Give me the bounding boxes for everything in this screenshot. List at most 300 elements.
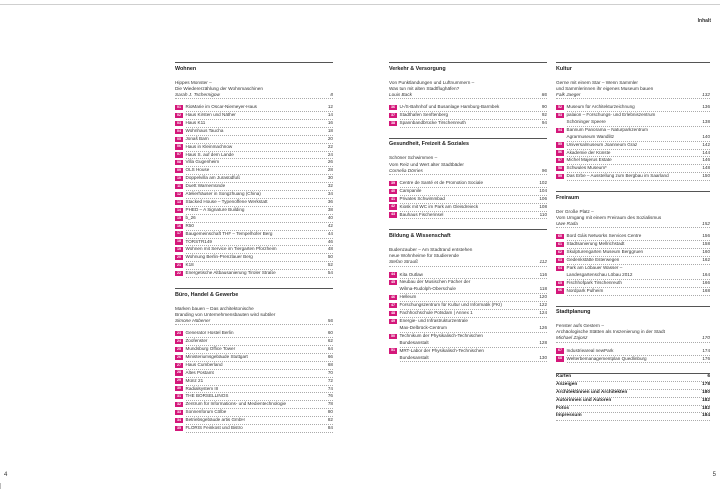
entry-text bbox=[400, 348, 548, 363]
entry-text bbox=[567, 150, 711, 158]
entry-number-badge: 26 bbox=[177, 354, 181, 359]
entry-line bbox=[186, 144, 334, 151]
toc-entry[interactable] bbox=[389, 294, 547, 302]
intro-author: Louis Back bbox=[389, 91, 412, 97]
section-intro[interactable] bbox=[556, 323, 710, 343]
section-intro[interactable] bbox=[389, 247, 547, 267]
entry-line bbox=[186, 239, 334, 246]
entry-title: Industrieareal newPark bbox=[566, 347, 614, 353]
entry-page: 66 bbox=[327, 353, 333, 359]
toc-entry[interactable] bbox=[175, 409, 333, 417]
toc-entry[interactable] bbox=[175, 199, 333, 207]
entry-title: RioMarie im Oscar-Niemeyer-Haus bbox=[185, 104, 257, 110]
entry-number-badge: 33 bbox=[177, 410, 181, 415]
intro-line: Was tun mit alten Stadtflughäfen? bbox=[389, 85, 460, 91]
intro-page: 86 bbox=[541, 91, 547, 97]
index-page: 6 bbox=[707, 374, 710, 380]
entry-number-badge: 58 bbox=[558, 166, 562, 171]
entry-number-badge: 67 bbox=[558, 348, 562, 353]
entry-title: Atelierhäuser in Songzhuang (China) bbox=[185, 191, 261, 197]
toc-section bbox=[556, 191, 710, 295]
section-title: Kultur bbox=[556, 62, 710, 72]
entry-title: Welterbemanagementplan Quedlinburg bbox=[566, 355, 647, 361]
index-page: 180 bbox=[701, 390, 710, 396]
index-label: Impressum bbox=[556, 413, 582, 419]
entry-text bbox=[400, 180, 548, 188]
intro-line: Vom Umgang mit einem Freiraum des Sozialismus bbox=[556, 214, 662, 220]
entry-number-badge: 08 bbox=[177, 160, 181, 165]
entry-line bbox=[400, 340, 548, 347]
entry-text bbox=[186, 378, 334, 386]
entry-title: MRT-Labor der Physikalisch-Technischen bbox=[399, 347, 484, 353]
entry-page: 102 bbox=[539, 179, 547, 185]
toc-entry[interactable] bbox=[556, 165, 710, 173]
entry-title: Gedenkstätte Esterwegen bbox=[566, 257, 620, 262]
entry-title: Stadthafen Senftenberg bbox=[399, 112, 449, 118]
entry-line bbox=[567, 112, 711, 119]
entry-title: Wilma-Rudolph-Oberschule bbox=[399, 286, 456, 292]
entry-text bbox=[186, 425, 334, 433]
entry-title: Nordpark Pulheim bbox=[566, 287, 604, 293]
toc-entry[interactable] bbox=[389, 188, 547, 196]
index-row[interactable] bbox=[556, 382, 710, 390]
entry-line bbox=[567, 104, 711, 111]
entry-title: Max-Delbrück-Centrum bbox=[399, 324, 447, 330]
entry-page: 14 bbox=[327, 112, 333, 118]
entry-title: Stacked House – Typenoffene Werkstatt bbox=[185, 198, 268, 204]
entry-number-badge: 07 bbox=[177, 152, 181, 157]
toc-entry[interactable] bbox=[175, 378, 333, 386]
entry-number-badge: 37 bbox=[391, 112, 395, 117]
entry-title: Kiosk mit WC im Park am Gleisdreieck bbox=[399, 203, 479, 209]
toc-entry[interactable] bbox=[556, 150, 710, 158]
entry-number-badge: 19 bbox=[177, 247, 181, 252]
intro-author-row bbox=[556, 335, 710, 342]
entry-text bbox=[186, 239, 334, 247]
entry-number-badge: 32 bbox=[177, 402, 181, 407]
entry-page: 130 bbox=[539, 354, 547, 360]
entry-title: Generator Hostel Berlin bbox=[185, 330, 234, 336]
toc-entry[interactable] bbox=[175, 175, 333, 183]
entry-title: Doppelvilla am Jurasüdfuß bbox=[185, 175, 240, 181]
entry-title: THE BORSELLINOS bbox=[185, 393, 229, 399]
toc-entry[interactable] bbox=[556, 241, 710, 249]
entry-line bbox=[567, 241, 711, 248]
toc-entry[interactable] bbox=[389, 196, 547, 204]
entry-title: PHED – A Signature Building bbox=[185, 206, 245, 212]
entry-page: 124 bbox=[539, 310, 547, 316]
toc-entry[interactable] bbox=[389, 204, 547, 212]
toc-entry[interactable] bbox=[175, 246, 333, 254]
toc-entry[interactable] bbox=[556, 257, 710, 265]
index-row[interactable] bbox=[556, 373, 710, 382]
section-intro[interactable] bbox=[389, 80, 547, 100]
entry-title: Haus K11 bbox=[185, 119, 206, 125]
entry-line bbox=[400, 212, 548, 219]
toc-entry[interactable] bbox=[175, 128, 333, 136]
entry-text bbox=[186, 362, 334, 370]
entry-line bbox=[400, 180, 548, 187]
toc-entry[interactable] bbox=[556, 173, 710, 181]
entry-line bbox=[567, 257, 711, 264]
index-row[interactable] bbox=[556, 413, 710, 421]
entry-page: 54 bbox=[327, 270, 333, 276]
entry-text bbox=[400, 279, 548, 294]
intro-author-row bbox=[175, 92, 333, 99]
toc-entry[interactable] bbox=[175, 386, 333, 394]
intro-line: Marken bauen – Das architektonische bbox=[175, 305, 254, 311]
entry-page: 174 bbox=[702, 347, 710, 353]
entry-page: 18 bbox=[327, 127, 333, 133]
toc-entry[interactable] bbox=[175, 215, 333, 223]
entry-text bbox=[400, 112, 548, 120]
toc-entry[interactable] bbox=[556, 233, 710, 241]
entry-line bbox=[186, 191, 334, 198]
entry-number-badge: 04 bbox=[177, 128, 181, 133]
entry-number-badge: 68 bbox=[558, 356, 562, 361]
column-3 bbox=[556, 62, 710, 421]
entry-text bbox=[186, 199, 334, 207]
entry-text bbox=[186, 175, 334, 183]
entry-line bbox=[186, 167, 334, 174]
intro-author-row bbox=[389, 168, 547, 175]
entry-title: Energie- und Infrastrukturzentrale bbox=[399, 318, 468, 324]
entry-text bbox=[567, 249, 711, 257]
entry-title: Akademie der Künste bbox=[566, 149, 611, 155]
toc-entry[interactable] bbox=[389, 302, 547, 310]
toc-entry[interactable] bbox=[389, 310, 547, 318]
section-intro[interactable] bbox=[175, 306, 333, 326]
toc-entry[interactable] bbox=[175, 338, 333, 346]
toc-entry[interactable] bbox=[175, 207, 333, 215]
toc-entry[interactable] bbox=[175, 120, 333, 128]
section-title: Gesundheit, Freizeit & Soziales bbox=[389, 138, 547, 148]
entry-title: Centre de Santé et de Promotion Sociale bbox=[399, 179, 484, 185]
entry-number-badge: 47 bbox=[391, 303, 395, 307]
entry-line bbox=[186, 354, 334, 361]
index-row[interactable] bbox=[556, 390, 710, 398]
toc-entry[interactable] bbox=[556, 348, 710, 356]
entry-text bbox=[400, 104, 548, 112]
intro-line: Der Große Platz – bbox=[556, 208, 594, 214]
entry-title: OLS House bbox=[185, 167, 210, 173]
margin-tick bbox=[0, 483, 1, 489]
intro-author-row bbox=[556, 92, 710, 99]
entry-number-badge: 24 bbox=[177, 338, 181, 343]
entry-page: 148 bbox=[702, 165, 710, 171]
entry-title: Neubau der Musischen Fächer der bbox=[399, 279, 471, 285]
entry-text bbox=[186, 144, 334, 152]
section-intro[interactable] bbox=[389, 155, 547, 175]
entry-page: 142 bbox=[702, 141, 710, 147]
toc-entry[interactable] bbox=[175, 144, 333, 152]
entry-title: Schöninger Speere bbox=[566, 118, 606, 124]
entry-line bbox=[400, 302, 548, 309]
toc-entry[interactable] bbox=[175, 112, 333, 120]
entry-page: 82 bbox=[327, 417, 333, 423]
toc-entry[interactable] bbox=[175, 370, 333, 378]
entry-line bbox=[400, 318, 548, 325]
toc-entry[interactable] bbox=[175, 362, 333, 370]
entry-line bbox=[186, 175, 334, 182]
toc-entry[interactable] bbox=[389, 272, 547, 280]
entry-title: b_26 bbox=[185, 214, 196, 220]
entry-page: 36 bbox=[327, 198, 333, 204]
intro-line: Fenster aufs Gestern – bbox=[556, 323, 604, 329]
toc-entry[interactable] bbox=[556, 127, 710, 142]
entry-page: 94 bbox=[541, 119, 547, 125]
entry-text bbox=[567, 142, 711, 150]
entry-title: Das Erbe – Ausstellung zum Bergbau im Saarland bbox=[566, 173, 669, 179]
entry-page: 162 bbox=[702, 257, 710, 262]
toc-entry[interactable] bbox=[175, 239, 333, 247]
entry-number-badge: 38 bbox=[391, 120, 395, 125]
entry-page: 80 bbox=[327, 409, 333, 415]
entry-title: Landesgartenschau Löbau 2012 bbox=[566, 271, 633, 277]
entry-title: Zentrum für Informations- und Medientechnologie bbox=[185, 401, 287, 407]
entry-text bbox=[186, 136, 334, 144]
entry-number-badge: 57 bbox=[558, 158, 562, 163]
entry-text bbox=[400, 272, 548, 280]
entry-text bbox=[186, 254, 334, 262]
section-title: Freiraum bbox=[556, 191, 710, 201]
toc-entry[interactable] bbox=[389, 279, 547, 294]
entry-text bbox=[186, 167, 334, 175]
intro-line: Schöner Schwimmen – bbox=[389, 155, 438, 161]
toc-entry[interactable] bbox=[556, 356, 710, 364]
entry-number-badge: 12 bbox=[177, 191, 181, 196]
entry-line bbox=[400, 120, 548, 127]
entry-text bbox=[567, 280, 711, 288]
index-row[interactable] bbox=[556, 398, 710, 406]
entry-number-badge: 30 bbox=[177, 386, 181, 391]
entry-line bbox=[186, 128, 334, 135]
entry-title: Bundesanstalt bbox=[399, 354, 429, 360]
entry-line bbox=[567, 150, 711, 157]
entry-line bbox=[186, 254, 334, 261]
entry-page: 92 bbox=[541, 112, 547, 118]
entry-page: 176 bbox=[702, 355, 710, 361]
entry-page: 166 bbox=[702, 279, 710, 285]
entry-line bbox=[186, 338, 334, 345]
entry-text bbox=[186, 207, 334, 215]
intro-page: 152 bbox=[702, 221, 710, 227]
entry-text bbox=[400, 302, 548, 310]
intro-page: 132 bbox=[702, 91, 710, 97]
entry-title: Zoofenster bbox=[185, 338, 208, 344]
toc-entry[interactable] bbox=[389, 180, 547, 188]
entry-title: Haus Cumberland bbox=[185, 361, 223, 367]
entry-number-badge: 36 bbox=[391, 104, 395, 109]
toc-entry[interactable] bbox=[175, 254, 333, 262]
entry-page: 72 bbox=[327, 377, 333, 383]
toc-entry[interactable] bbox=[389, 318, 547, 333]
entry-line bbox=[186, 183, 334, 190]
toc-entry[interactable] bbox=[389, 212, 547, 220]
intro-author: Falk Jaeger bbox=[556, 91, 581, 97]
entry-title: Stadtsanierung Mellrichstadt bbox=[566, 241, 625, 247]
entry-line bbox=[186, 262, 334, 269]
entry-page: 164 bbox=[702, 271, 710, 277]
entry-number-badge: 16 bbox=[177, 223, 181, 228]
entry-title: Helleum bbox=[399, 294, 417, 300]
entry-text bbox=[186, 393, 334, 401]
toc-entry[interactable] bbox=[389, 104, 547, 112]
toc-section bbox=[175, 288, 333, 433]
entry-title: Bauhaus Fischerinsel bbox=[399, 211, 444, 217]
toc-entry[interactable] bbox=[556, 104, 710, 112]
entry-line bbox=[567, 348, 711, 355]
toc-entry[interactable] bbox=[389, 348, 547, 363]
section-intro[interactable] bbox=[175, 80, 333, 100]
section-intro[interactable] bbox=[556, 209, 710, 229]
header-title: Inhalt bbox=[697, 18, 711, 24]
toc-entry[interactable] bbox=[175, 330, 333, 338]
entry-text bbox=[567, 241, 711, 249]
entry-text bbox=[186, 409, 334, 417]
toc-entry[interactable] bbox=[175, 262, 333, 270]
entry-line bbox=[400, 188, 548, 195]
entry-number-badge: 13 bbox=[177, 199, 181, 204]
entry-line bbox=[186, 136, 334, 143]
entry-page: 32 bbox=[327, 183, 333, 189]
toc-entry[interactable] bbox=[175, 159, 333, 167]
entry-title: Haus Kirsten und Näther bbox=[185, 112, 236, 118]
entry-number-badge: 66 bbox=[558, 288, 562, 293]
entry-title: Privates Schwimmbad bbox=[399, 195, 445, 201]
entry-line bbox=[400, 333, 548, 340]
entry-text bbox=[567, 173, 711, 181]
entry-number-badge: 59 bbox=[558, 174, 562, 179]
entry-page: 62 bbox=[327, 338, 333, 344]
toc-entry[interactable] bbox=[556, 288, 710, 296]
entry-title: Skulpturengarten Museum Berggruen bbox=[566, 249, 644, 255]
entry-page: 168 bbox=[702, 287, 710, 293]
toc-entry[interactable] bbox=[389, 333, 547, 348]
entry-page: 28 bbox=[327, 167, 333, 173]
entry-text bbox=[186, 417, 334, 425]
toc-entry[interactable] bbox=[175, 136, 333, 144]
entry-line bbox=[400, 112, 548, 119]
entry-line bbox=[400, 355, 548, 362]
entry-text bbox=[186, 183, 334, 191]
toc-entry[interactable] bbox=[175, 393, 333, 401]
entry-text bbox=[400, 212, 548, 220]
entry-number-badge: 49 bbox=[391, 318, 395, 323]
entry-number-badge: 65 bbox=[558, 280, 562, 285]
entry-title: Wohnen mit Service im Tiergarten Pforzheim bbox=[185, 246, 277, 252]
entry-page: 122 bbox=[539, 302, 547, 308]
entry-text bbox=[567, 348, 711, 356]
toc-entry[interactable] bbox=[556, 280, 710, 288]
toc-entry[interactable] bbox=[175, 346, 333, 354]
entry-title: Baugemeinschaft THF – Tempelhofer Berg bbox=[185, 230, 273, 236]
entry-page: 74 bbox=[327, 385, 333, 391]
entry-line bbox=[567, 173, 711, 180]
entry-page: 50 bbox=[327, 254, 333, 260]
section-title: Wohnen bbox=[175, 62, 333, 72]
section-title: Stadtplanung bbox=[556, 306, 710, 316]
entry-text bbox=[567, 288, 711, 296]
toc-entry[interactable] bbox=[175, 425, 333, 433]
entry-title: Spannbandbrücke Tirschenreuth bbox=[399, 119, 466, 125]
intro-line: Hippes Monster – bbox=[175, 79, 212, 85]
toc-entry[interactable] bbox=[175, 104, 333, 112]
entry-line bbox=[186, 199, 334, 206]
intro-author: Sarah J. Tschernigow bbox=[175, 91, 220, 97]
intro-author: Stefan Strauß bbox=[389, 259, 418, 265]
entry-text bbox=[186, 120, 334, 128]
toc-entry[interactable] bbox=[389, 112, 547, 120]
entry-page: 160 bbox=[702, 249, 710, 255]
toc-entry[interactable] bbox=[175, 167, 333, 175]
toc-entry[interactable] bbox=[175, 231, 333, 239]
entry-number-badge: 03 bbox=[177, 120, 181, 125]
toc-entry[interactable] bbox=[389, 120, 547, 128]
entry-line bbox=[186, 215, 334, 222]
entry-text bbox=[400, 318, 548, 333]
entry-title: Jonaš Barn bbox=[185, 135, 209, 141]
toc-entry[interactable] bbox=[175, 183, 333, 191]
entry-page: 90 bbox=[541, 104, 547, 110]
top-rule bbox=[0, 4, 720, 5]
toc-entry[interactable] bbox=[556, 265, 710, 280]
entry-line bbox=[400, 294, 548, 301]
intro-author-row bbox=[389, 259, 547, 266]
toc-entry[interactable] bbox=[556, 157, 710, 165]
toc-section bbox=[389, 138, 547, 220]
entry-line bbox=[567, 157, 711, 164]
intro-page: 8 bbox=[330, 91, 333, 97]
entry-number-badge: 42 bbox=[391, 204, 395, 209]
toc-entry[interactable] bbox=[556, 112, 710, 127]
toc-entry[interactable] bbox=[175, 270, 333, 278]
entry-number-badge: 63 bbox=[558, 257, 562, 262]
entry-number-badge: 56 bbox=[558, 150, 562, 155]
toc-entry[interactable] bbox=[175, 152, 333, 160]
entry-line bbox=[186, 112, 334, 119]
toc-entry[interactable] bbox=[175, 191, 333, 199]
toc-entry[interactable] bbox=[175, 417, 333, 425]
toc-entry[interactable] bbox=[556, 142, 710, 150]
section-intro[interactable] bbox=[556, 80, 710, 100]
entry-number-badge: 51 bbox=[391, 348, 395, 353]
toc-entry[interactable] bbox=[175, 401, 333, 409]
intro-page: 96 bbox=[541, 167, 547, 173]
entry-line bbox=[567, 233, 711, 240]
intro-author: Cornelia Dörries bbox=[389, 167, 423, 173]
entry-title: Energetische Altbausanierung Tiroler Straße bbox=[185, 270, 276, 276]
entry-title: Bord Gáis Networks Services Centre bbox=[566, 233, 642, 239]
intro-author-row bbox=[175, 318, 333, 325]
entry-text bbox=[186, 370, 334, 378]
column-2 bbox=[389, 62, 547, 372]
entry-line bbox=[186, 223, 334, 230]
toc-entry[interactable] bbox=[556, 249, 710, 257]
entry-line bbox=[400, 104, 548, 111]
toc-entry[interactable] bbox=[175, 354, 333, 362]
entry-number-badge: 20 bbox=[177, 255, 181, 260]
entry-line bbox=[567, 127, 711, 134]
intro-line: Die Wiedererzählung der Wohnmaschinen bbox=[175, 85, 263, 91]
entry-line bbox=[186, 246, 334, 253]
entry-title: Museum für Architekturzeichnung bbox=[566, 104, 635, 110]
toc-entry[interactable] bbox=[175, 223, 333, 231]
entry-page: 116 bbox=[539, 271, 547, 277]
entry-page: 110 bbox=[539, 211, 547, 217]
intro-line: Archäologische Stätten als Inszenierung in der Stadt bbox=[556, 329, 665, 335]
section-title: Verkehr & Versorgung bbox=[389, 62, 547, 72]
